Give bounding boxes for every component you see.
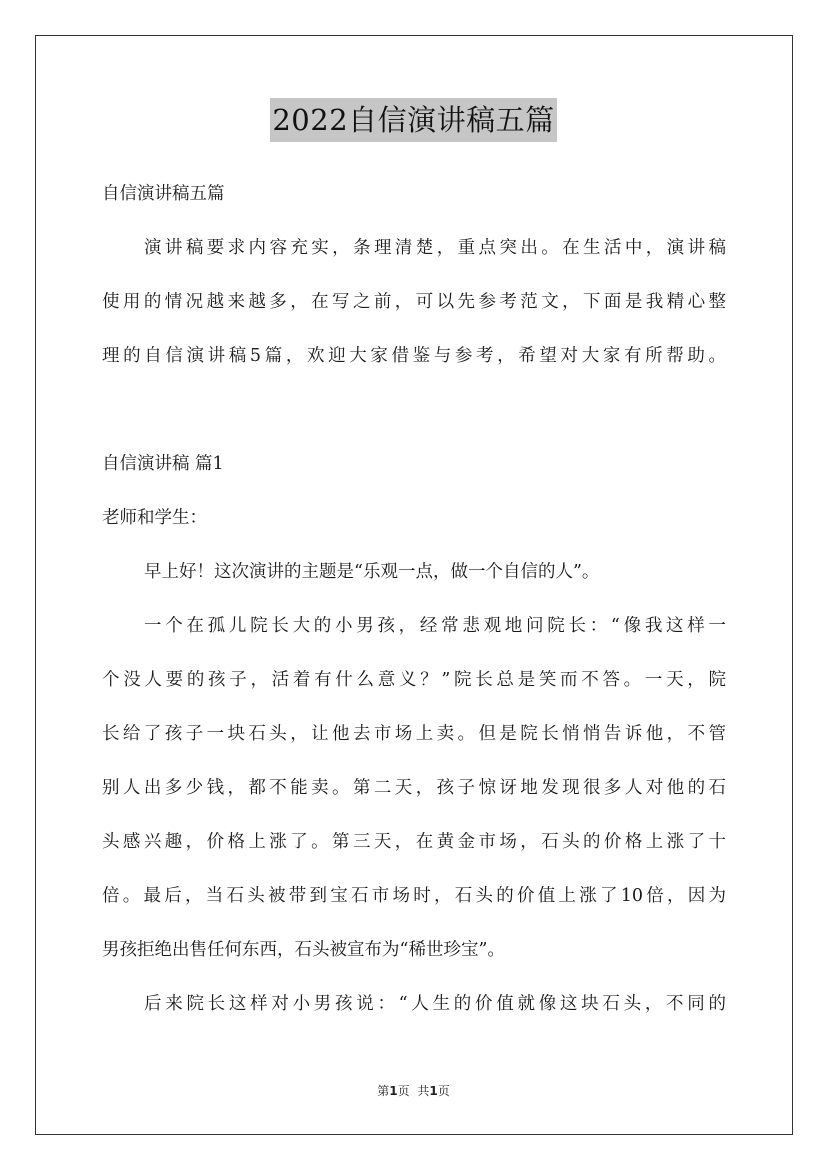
intro-line-1: 演讲稿要求内容充实，条理清楚，重点突出。在生活中，演讲稿 [144, 238, 726, 258]
story-line-4: 别人出多少钱，都不能卖。第二天，孩子惊讶地发现很多人对他的石 [102, 778, 726, 798]
footer-total-prefix: 共 [417, 1084, 430, 1098]
footer-page-suffix: 页 [397, 1084, 410, 1098]
footer-total-suffix: 页 [437, 1084, 450, 1098]
story-line-3: 长给了孩子一块石头，让他去市场上卖。但是院长悄悄告诉他，不管 [102, 724, 726, 744]
story-line-1: 一个在孤儿院长大的小男孩，经常悲观地问院长：“像我这样一 [144, 616, 726, 636]
footer-page-number: 1 [389, 1084, 398, 1098]
footer-total-number: 1 [429, 1084, 438, 1098]
footer-page-prefix: 第 [377, 1084, 390, 1098]
page-footer [0, 1083, 827, 1099]
document-subtitle: 自信演讲稿五篇 [102, 184, 225, 204]
greeting-paragraph: 早上好！这次演讲的主题是“乐观一点，做一个自信的人”。 [144, 562, 600, 582]
intro-line-3: 理的自信演讲稿5篇，欢迎大家借鉴与参考，希望对大家有所帮助。 [102, 346, 726, 366]
story-line-6: 倍。最后，当石头被带到宝石市场时，石头的价值上涨了10倍，因为 [102, 886, 726, 906]
closing-line: 后来院长这样对小男孩说：“人生的价值就像这块石头，不同的 [144, 994, 726, 1014]
section-heading: 自信演讲稿 篇1 [102, 454, 224, 474]
salutation: 老师和学生： [102, 508, 207, 528]
story-line-7: 男孩拒绝出售任何东西，石头被宣布为“稀世珍宝”。 [102, 940, 505, 960]
document-title: 2022自信演讲稿五篇 [270, 98, 556, 142]
intro-line-2: 使用的情况越来越多，在写之前，可以先参考范文，下面是我精心整 [102, 292, 726, 312]
title-container [0, 98, 827, 142]
story-line-5: 头感兴趣，价格上涨了。第三天，在黄金市场，石头的价格上涨了十 [102, 832, 726, 852]
story-line-2: 个没人要的孩子，活着有什么意义？”院长总是笑而不答。一天，院 [102, 670, 726, 690]
